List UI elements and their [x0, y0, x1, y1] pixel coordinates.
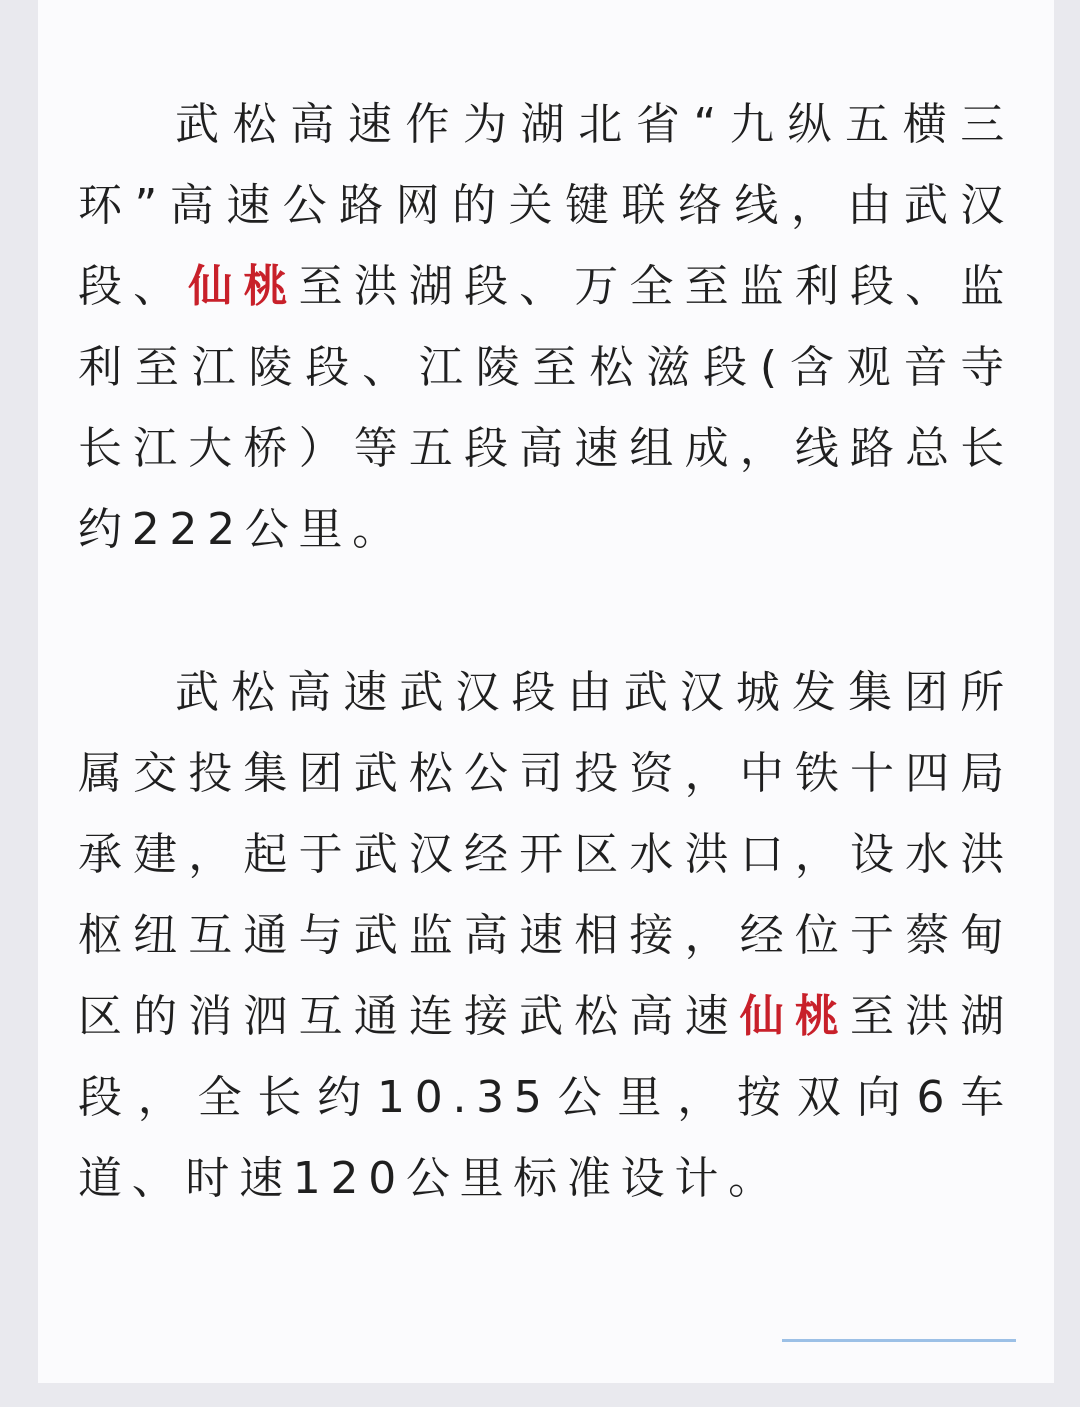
article-page: [38, 0, 1054, 1383]
bottom-divider: [782, 1339, 1016, 1342]
keyword-highlight-xiantao: 仙桃: [188, 261, 299, 312]
paragraph-1-text-a: 武松高速作为湖北省“九纵五横三环”高速公路网的关键联络线，由武汉段、: [78, 99, 1014, 312]
paragraph-1-text-b: 至洪湖段、万全至监利段、监利至江陵段、江陵至松滋段(含观音寺长江大桥）等五段高速组成，线路总长约222公里。: [78, 261, 1015, 555]
paragraph-2-text-b: 至洪湖段，全长约10.35公里，按双向6车道、时速120公里标准设计。: [78, 991, 1015, 1204]
paragraph-2: [78, 652, 1014, 1219]
keyword-highlight-xiantao: 仙桃: [739, 991, 851, 1042]
paragraph-2-text-a: 武松高速武汉段由武汉城发集团所属交投集团武松公司投资，中铁十四局承建，起于武汉经开区水洪口，设水洪枢纽互通与武监高速相接，经位于蔡甸区的消泗互通连接武松高速: [78, 667, 1014, 1042]
paragraph-1: [78, 84, 1014, 570]
